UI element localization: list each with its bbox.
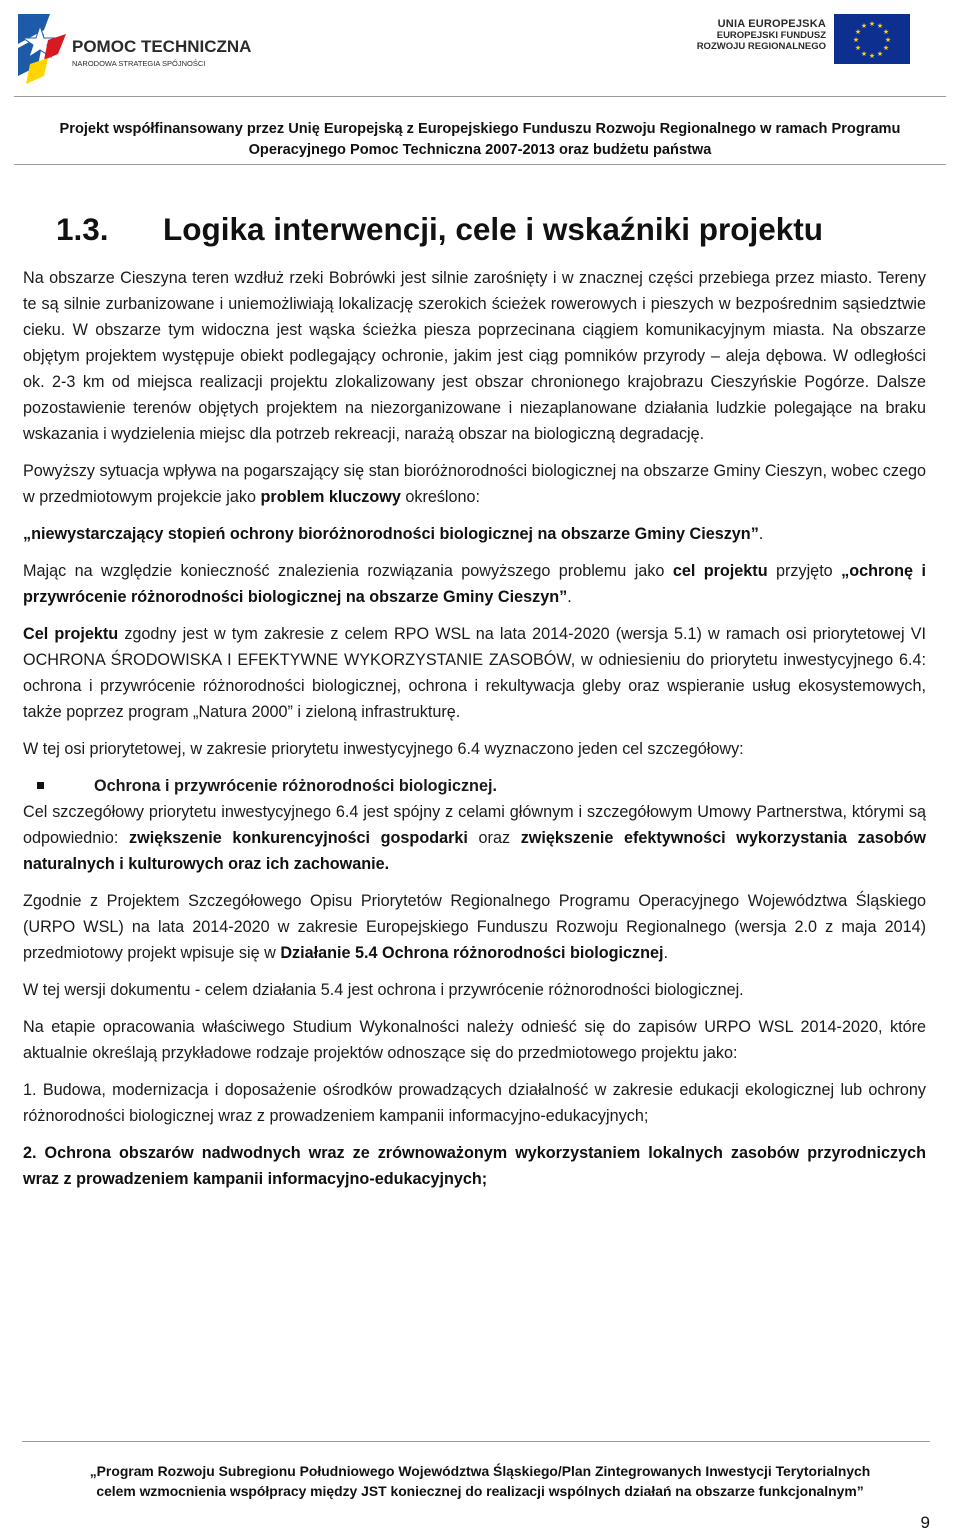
paragraph-feasibility: Na etapie opracowania właściwego Studium Wykonalności należy odnieść się do zapisów URPO WSL 2014-2020, które aktualnie określają przykładowe rodzaje projektów odnoszące się do przedmiotowego projektu jako: bbox=[23, 1018, 926, 1062]
text-run: Cel szczegółowy priorytetu inwestycyjnego 6.4 jest spójny z celami głównym i szczegółowym Umowy Partnerstwa, którymi są odpowiednio: bbox=[23, 803, 926, 847]
bold-run: „ochronę i przywrócenie różnorodności biologicznej na obszarze Gminy Cieszyn” bbox=[23, 562, 926, 606]
square-bullet-icon bbox=[37, 782, 44, 789]
footer-divider bbox=[22, 1441, 930, 1442]
text-run: Zgodnie z Projektem Szczegółowego Opisu Priorytetów Regionalnego Programu Operacyjnego Województwa Śląskiego (URPO WSL) na lata 2014-2020 w zakresie Europejskiego Funduszu Rozwoju Regionalnego (wersja 2.0 z maja 2014) przedmiotowy projekt wpisuje się w bbox=[23, 892, 926, 962]
funding-line-1: Projekt współfinansowany przez Unię Europejską z Europejskiego Funduszu Rozwoju Regionalnego w ramach Programu bbox=[59, 121, 901, 137]
paragraph-partnership bbox=[23, 799, 926, 877]
svg-text:★: ★ bbox=[860, 22, 868, 30]
eu-fund-line2: ROZWOJU REGIONALNEGO bbox=[696, 41, 826, 52]
eu-logo-text bbox=[688, 18, 826, 52]
list-item-2 bbox=[23, 1140, 926, 1192]
section-title bbox=[56, 211, 823, 248]
svg-text:★: ★ bbox=[884, 36, 892, 44]
bold-run: Cel projektu bbox=[23, 625, 119, 643]
logo-subtitle: NARODOWA STRATEGIA SPÓJNOŚCI bbox=[72, 59, 206, 68]
bold-run: zwiększenie konkurencyjności gospodarki bbox=[129, 829, 468, 847]
text-run: oraz bbox=[467, 829, 521, 847]
text-run: określono: bbox=[400, 488, 481, 506]
svg-text:★: ★ bbox=[882, 28, 890, 36]
pomoc-techniczna-emblem-icon bbox=[14, 10, 274, 90]
eu-name: UNIA EUROPEJSKA bbox=[717, 18, 826, 30]
page-number: 9 bbox=[920, 1513, 930, 1532]
bullet-text: Ochrona i przywrócenie różnorodności biologicznej. bbox=[94, 777, 497, 795]
paragraph-measure-goal: W tej wersji dokumentu - celem działania 5.4 jest ochrona i przywrócenie różnorodności biologicznej. bbox=[23, 981, 744, 999]
paragraph-urpo bbox=[23, 888, 926, 966]
footer-line-1: „Program Rozwoju Subregionu Południowego Województwa Śląskiego/Plan Zintegrowanych Inwestycji Terytorialnych bbox=[89, 1463, 871, 1479]
bold-run: Działanie 5.4 Ochrona różnorodności biologicznej bbox=[280, 944, 664, 962]
section-title-text: Logika interwencji, cele i wskaźniki projektu bbox=[163, 211, 823, 247]
eu-flag-icon bbox=[834, 14, 910, 64]
text-run: . bbox=[567, 588, 572, 606]
text-run: przyjęto bbox=[767, 562, 842, 580]
eu-fund-line1: EUROPEJSKI FUNDUSZ bbox=[716, 30, 826, 41]
paragraph-rpo-alignment bbox=[23, 621, 926, 725]
eu-logo bbox=[688, 14, 950, 64]
paragraph-priority-axis: W tej osi priorytetowej, w zakresie priorytetu inwestycyjnego 6.4 wyznaczono jeden cel szczegółowy: bbox=[23, 740, 744, 758]
text-run: Powyższy sytuacja wpływa na pogarszający się stan bioróżnorodności biologicznej na obszarze Gminy Cieszyn, wobec czego w przedmiotowym projekcie jako bbox=[23, 462, 926, 506]
footer-line-2: celem wzmocnienia współpracy między JST koniecznej do realizacji wspólnych działań na obszarze funkcjonalnym” bbox=[96, 1483, 864, 1499]
list-item-1: 1. Budowa, modernizacja i doposażenie ośrodków prowadzących działalność w zakresie edukacji ekologicznej lub ochrony różnorodności biologicznej wraz z prowadzeniem kampanii informacyjno-edukacyjnych; bbox=[23, 1081, 926, 1125]
funding-line-2: Operacyjnego Pomoc Techniczna 2007-2013 oraz budżetu państwa bbox=[248, 142, 712, 158]
paragraph-key-problem bbox=[23, 521, 926, 547]
page-footer bbox=[20, 1461, 940, 1501]
svg-text:★: ★ bbox=[876, 50, 884, 58]
svg-text:★: ★ bbox=[876, 22, 884, 30]
bold-run: „niewystarczający stopień ochrony bioróżnorodności biologicznej na obszarze Gminy Cieszyn” bbox=[23, 525, 759, 543]
svg-text:★: ★ bbox=[882, 44, 890, 52]
svg-text:★: ★ bbox=[854, 28, 862, 36]
paragraph-project-goal bbox=[23, 558, 926, 610]
svg-text:★: ★ bbox=[860, 50, 868, 58]
svg-text:★: ★ bbox=[868, 20, 876, 28]
logo-title: POMOC TECHNICZNA bbox=[72, 37, 252, 56]
text-run: Mając na względzie konieczność znalezienia rozwiązania powyższego problemu jako bbox=[23, 562, 673, 580]
text-run: . bbox=[758, 525, 764, 543]
bold-run: problem kluczowy bbox=[260, 488, 401, 506]
document-body bbox=[23, 265, 926, 1203]
text-run: . bbox=[663, 944, 668, 962]
svg-text:★: ★ bbox=[868, 52, 876, 60]
bold-run: cel projektu bbox=[672, 562, 768, 580]
header-divider bbox=[14, 96, 946, 97]
paragraph-context: Na obszarze Cieszyna teren wzdłuż rzeki Bobrówki jest silnie zarośnięty i w znacznej części przebiega przez miasto. Tereny te są silnie zurbanizowane i uniemożliwiają lokalizację szerokich ścieżek rowerowych i pieszych w bezpośrednim sąsiedztwie cieku. W obszarze tym widoczna jest wąska ścieżka piesza poprzecinana ciągiem komunikacyjnym miasta. Na obszarze objętym projektem występuje obiekt podlegający ochronie, jakim jest ciąg pomników przyrody – aleja dębowa. W odległości ok. 2-3 km od miejsca realizacji projektu zlokalizowany jest obszar chronionego krajobrazu Cieszyńskie Pogórze. Dalsze pozostawienie terenów objętych projektem na niezorganizowane i niezaplanowane działania ludzkie polegające na braku wskazania i wydzielenia miejsc dla potrzeb rekreacji, narażą obszar na biologiczną degradację. bbox=[23, 269, 926, 443]
section-number: 1.3. bbox=[56, 211, 109, 247]
svg-text:★: ★ bbox=[854, 44, 862, 52]
funding-divider bbox=[14, 164, 946, 165]
text-run: zgodny jest w tym zakresie z celem RPO WSL na lata 2014-2020 (wersja 5.1) w ramach osi priorytetowej VI OCHRONA ŚRODOWISKA I EFEKTYWNE WYKORZYSTANIE ZASOBÓW, w odniesieniu do priorytetu inwestycyjnego 6.4: ochrona i przywrócenie różnorodności biologicznej, ochrona i rekultywacja gleby oraz wspieranie usług ekosystemowych, także poprzez program „Natura 2000” i zieloną infrastrukturę. bbox=[23, 625, 926, 721]
pomoc-techniczna-logo bbox=[14, 10, 274, 90]
page-header bbox=[0, 0, 960, 165]
svg-text:★: ★ bbox=[852, 36, 860, 44]
bold-run: zwiększenie efektywności wykorzystania zasobów naturalnych i kulturowych oraz ich zachowanie. bbox=[23, 829, 926, 873]
bold-run: 2. Ochrona obszarów nadwodnych wraz ze zrównoważonym wykorzystaniem lokalnych zasobów przyrodniczych wraz z prowadzeniem kampanii informacyjno-edukacyjnych; bbox=[23, 1144, 926, 1188]
paragraph-problem-intro bbox=[23, 458, 926, 510]
specific-goal-bullet bbox=[23, 773, 926, 799]
funding-statement bbox=[20, 119, 940, 161]
